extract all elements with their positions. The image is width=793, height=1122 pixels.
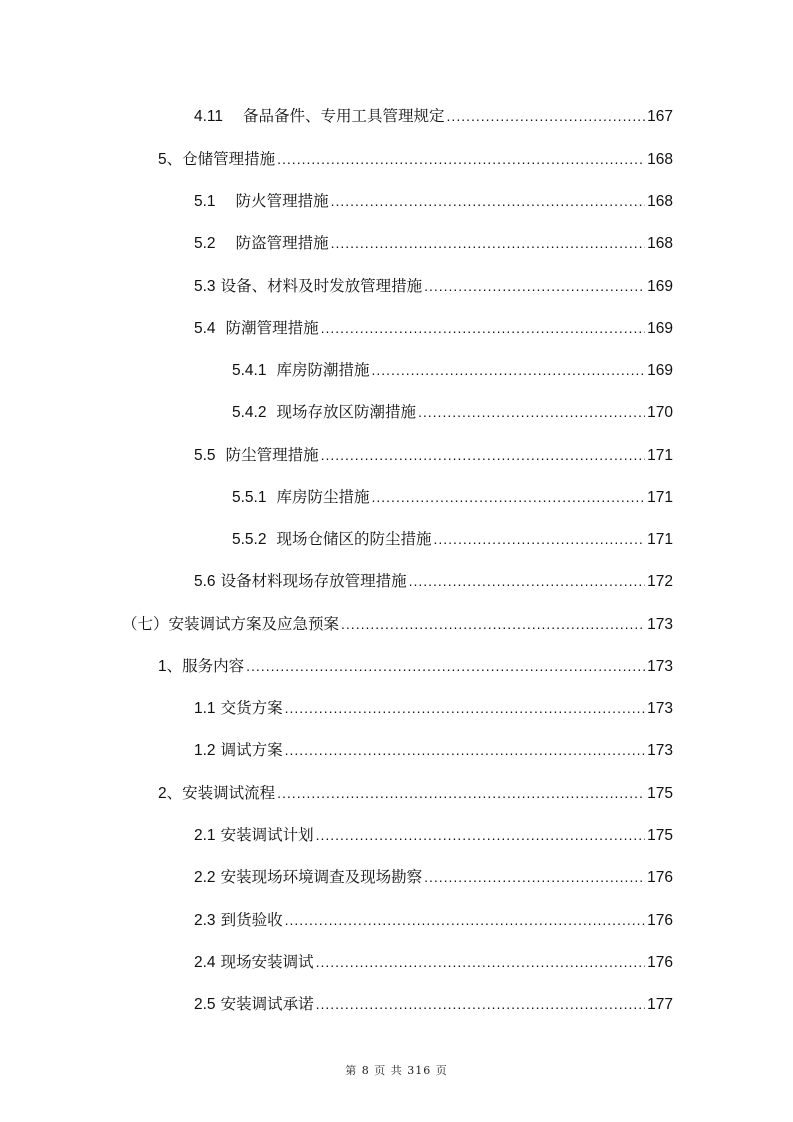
toc-entry[interactable] <box>232 358 673 382</box>
toc-entry-page: 176 <box>647 912 673 929</box>
toc-entry-title: 仓储管理措施 <box>182 151 276 168</box>
toc-dot-leader <box>316 992 646 1016</box>
toc-entry-number: 5、 <box>158 151 183 168</box>
toc-entry-title: 备品备件、专用工具管理规定 <box>243 108 445 125</box>
toc-dot-leader <box>285 908 646 932</box>
toc-entry-page: 167 <box>647 108 673 125</box>
toc-entry-number: 2.2 <box>194 869 216 886</box>
toc-entry-page: 173 <box>647 616 673 633</box>
toc-entry-page: 171 <box>647 447 673 464</box>
toc-entry-page: 168 <box>647 193 673 210</box>
toc-entry-page: 175 <box>647 785 673 802</box>
toc-entry[interactable] <box>194 950 673 974</box>
toc-entry-title: 安装调试计划 <box>220 827 314 844</box>
toc-entry-page: 176 <box>647 954 673 971</box>
toc-entry[interactable] <box>194 316 673 340</box>
toc-entry-title: 库房防尘措施 <box>276 489 370 506</box>
toc-entry-title: 防盗管理措施 <box>235 235 329 252</box>
toc-entry-page: 175 <box>647 827 673 844</box>
toc-entry[interactable] <box>232 485 673 509</box>
toc-entry-page: 173 <box>647 658 673 675</box>
toc-entry[interactable] <box>194 443 673 467</box>
toc-dot-leader <box>372 485 646 509</box>
toc-entry-page: 171 <box>647 489 673 506</box>
toc-entry-number: 5.1 <box>194 193 216 210</box>
toc-entry-title: 防潮管理措施 <box>225 320 319 337</box>
toc-entry-number: 5.2 <box>194 235 216 252</box>
toc-dot-leader <box>434 527 646 551</box>
toc-entry-page: 173 <box>647 742 673 759</box>
toc-entry-number: （七） <box>122 616 169 633</box>
toc-dot-leader <box>331 231 646 255</box>
toc-entry-title: 安装调试流程 <box>182 785 276 802</box>
toc-entry-title: 服务内容 <box>182 658 245 675</box>
toc-entry[interactable] <box>194 696 673 720</box>
toc-dot-leader <box>331 189 646 213</box>
toc-entry[interactable] <box>194 738 673 762</box>
toc-entry[interactable] <box>158 147 673 171</box>
toc-entry-number: 2.5 <box>194 996 216 1013</box>
toc-entry[interactable] <box>232 527 673 551</box>
toc-entry[interactable] <box>232 400 673 424</box>
toc-entry-title: 安装调试方案及应急预案 <box>168 616 340 633</box>
toc-entry-title: 设备、材料及时发放管理措施 <box>220 278 423 295</box>
toc-entry-number: 2.4 <box>194 954 216 971</box>
toc-entry-title: 安装调试承诺 <box>220 996 314 1013</box>
toc-entry-title: 现场仓储区的防尘措施 <box>276 531 432 548</box>
toc-entry[interactable] <box>158 654 673 678</box>
page-number-label: 第 8 页 共 316 页 <box>345 1064 448 1077</box>
toc-entry-page: 169 <box>647 362 673 379</box>
toc-entry-title: 设备材料现场存放管理措施 <box>220 573 407 590</box>
toc-dot-leader <box>321 316 646 340</box>
toc-entry-page: 169 <box>647 278 673 295</box>
toc-dot-leader <box>246 654 645 678</box>
toc-entry[interactable] <box>122 612 673 636</box>
toc-dot-leader <box>277 781 645 805</box>
toc-dot-leader <box>285 738 646 762</box>
toc-entry-number: 5.5 <box>194 447 216 464</box>
toc-entry-number: 4.11 <box>194 108 224 125</box>
toc-dot-leader <box>277 147 645 171</box>
toc-entry-number: 5.3 <box>194 278 216 295</box>
toc-entry-number: 2.3 <box>194 912 216 929</box>
toc-entry-page: 170 <box>647 404 673 421</box>
toc-dot-leader <box>316 950 646 974</box>
toc-entry[interactable] <box>194 104 673 128</box>
toc-entry[interactable] <box>194 274 673 298</box>
toc-entry-title: 防尘管理措施 <box>225 447 319 464</box>
toc-entry-title: 现场安装调试 <box>220 954 314 971</box>
toc-entry-page: 168 <box>647 235 673 252</box>
toc-entry-number: 5.6 <box>194 573 216 590</box>
toc-entry-title: 现场存放区防潮措施 <box>276 404 416 421</box>
toc-entry-title: 安装现场环境调查及现场勘察 <box>220 869 423 886</box>
toc-dot-leader <box>285 696 646 720</box>
toc-entry-title: 交货方案 <box>220 700 283 717</box>
toc-entry-title: 防火管理措施 <box>235 193 329 210</box>
toc-dot-leader <box>424 274 645 298</box>
toc-dot-leader <box>409 569 646 593</box>
toc-entry-page: 172 <box>647 573 673 590</box>
toc-entry[interactable] <box>194 865 673 889</box>
toc-entry-number: 1.2 <box>194 742 216 759</box>
toc-entry[interactable] <box>194 992 673 1016</box>
toc-entry-number: 5.4.1 <box>232 362 267 379</box>
toc-entry-number: 5.5.2 <box>232 531 267 548</box>
toc-entry-page: 169 <box>647 320 673 337</box>
toc-entry-title: 库房防潮措施 <box>276 362 370 379</box>
toc-entry[interactable] <box>194 823 673 847</box>
page-footer <box>0 1062 793 1078</box>
toc-entry-number: 2、 <box>158 785 183 802</box>
toc-entry-number: 2.1 <box>194 827 216 844</box>
toc-entry-page: 168 <box>647 151 673 168</box>
toc-entry-number: 5.4 <box>194 320 216 337</box>
toc-entry-number: 5.5.1 <box>232 489 267 506</box>
toc-dot-leader <box>341 612 645 636</box>
toc-entry[interactable] <box>194 569 673 593</box>
toc-entry-page: 171 <box>647 531 673 548</box>
toc-entry-number: 1.1 <box>194 700 216 717</box>
toc-entry-number: 5.4.2 <box>232 404 267 421</box>
toc-entry-page: 177 <box>647 996 673 1013</box>
toc-entry[interactable] <box>194 231 673 255</box>
toc-dot-leader <box>321 443 646 467</box>
toc-entry-page: 176 <box>647 869 673 886</box>
toc-dot-leader <box>316 823 646 847</box>
toc-dot-leader <box>447 104 646 128</box>
toc-entry-number: 1、 <box>158 658 183 675</box>
toc-entry[interactable] <box>194 189 673 213</box>
toc-entry[interactable] <box>158 781 673 805</box>
toc-entry-title: 到货验收 <box>220 912 283 929</box>
toc-entry[interactable] <box>194 908 673 932</box>
toc-entry-page: 173 <box>647 700 673 717</box>
toc-entry-title: 调试方案 <box>220 742 283 759</box>
toc-dot-leader <box>418 400 645 424</box>
toc-dot-leader <box>372 358 646 382</box>
toc-dot-leader <box>424 865 645 889</box>
